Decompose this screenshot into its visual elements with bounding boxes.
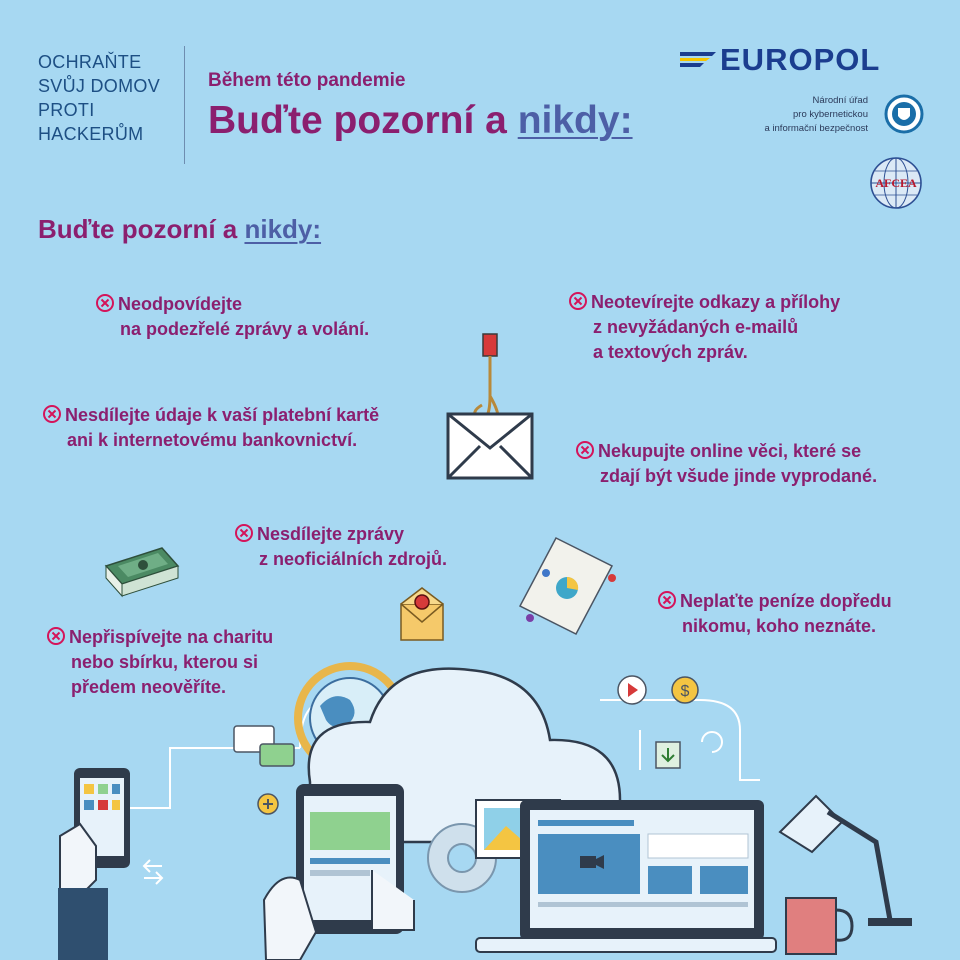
campaign-line: PROTI	[38, 100, 95, 120]
refresh-icon	[702, 732, 722, 752]
tip-text: a textových zpráv.	[593, 342, 748, 362]
tip-text: ani k internetovému bankovnictví.	[67, 430, 358, 450]
money-stack-icon	[106, 548, 178, 596]
smartphone-icon	[58, 768, 130, 960]
dollar-icon	[672, 677, 698, 703]
tip-text: na podezřelé zprávy a volání.	[120, 319, 370, 339]
page-title-emphasis: nikdy:	[517, 99, 633, 142]
tip-text: zdají být všude jinde vyprodané.	[600, 466, 878, 486]
play-icon	[618, 676, 646, 704]
mug-icon	[786, 898, 852, 954]
tip-text: Nekupujte online věci, které se	[598, 441, 862, 461]
virus-envelope-icon	[401, 588, 443, 640]
tablet-icon	[264, 784, 414, 960]
agency-line: pro kybernetickou	[793, 109, 868, 120]
agency-line: Národní úřad	[812, 95, 868, 106]
europol-logo: EUROPOL	[720, 42, 881, 77]
tip-text: nebo sbírku, kterou si	[71, 652, 259, 672]
camera-icon	[580, 855, 604, 869]
svg-text:$: $	[680, 683, 690, 700]
tip-text: Nepřispívejte na charitu	[69, 627, 274, 647]
tip-text: Neplaťte peníze dopředu	[680, 591, 892, 611]
afcea-text: AFCEA	[875, 176, 917, 190]
chat-bubble-icon	[234, 726, 294, 766]
swap-arrows-icon	[144, 860, 162, 884]
download-icon	[656, 742, 680, 768]
infected-document-icon	[520, 538, 616, 634]
tip-text: z neoficiálních zdrojů.	[259, 549, 448, 569]
phishing-envelope-icon	[448, 334, 532, 478]
campaign-line: OCHRAŇTE	[38, 52, 142, 72]
page-subtitle: Během této pandemie	[208, 70, 406, 91]
campaign-line: SVŮJ DOMOV	[38, 76, 161, 96]
section-title-prefix: Buďte pozorní a	[38, 214, 245, 244]
tip-text: Neodpovídejte	[118, 294, 243, 314]
tip-text: předem neověříte.	[71, 677, 227, 697]
tip-text: Nesdílejte údaje k vaší platební kartě	[65, 405, 380, 425]
campaign-line: HACKERŮM	[38, 124, 144, 144]
agency-line: a informační bezpečnost	[764, 123, 868, 134]
tip-text: Neotevírejte odkazy a přílohy	[591, 292, 841, 312]
section-title-emphasis: nikdy:	[244, 214, 322, 244]
page-title-prefix: Buďte pozorní a	[208, 99, 518, 142]
tip-text: Nesdílejte zprávy	[257, 524, 405, 544]
laptop-icon	[476, 800, 776, 952]
tip-text: z nevyžádaných e-mailů	[593, 317, 799, 337]
tip-text: nikomu, koho neznáte.	[682, 616, 877, 636]
